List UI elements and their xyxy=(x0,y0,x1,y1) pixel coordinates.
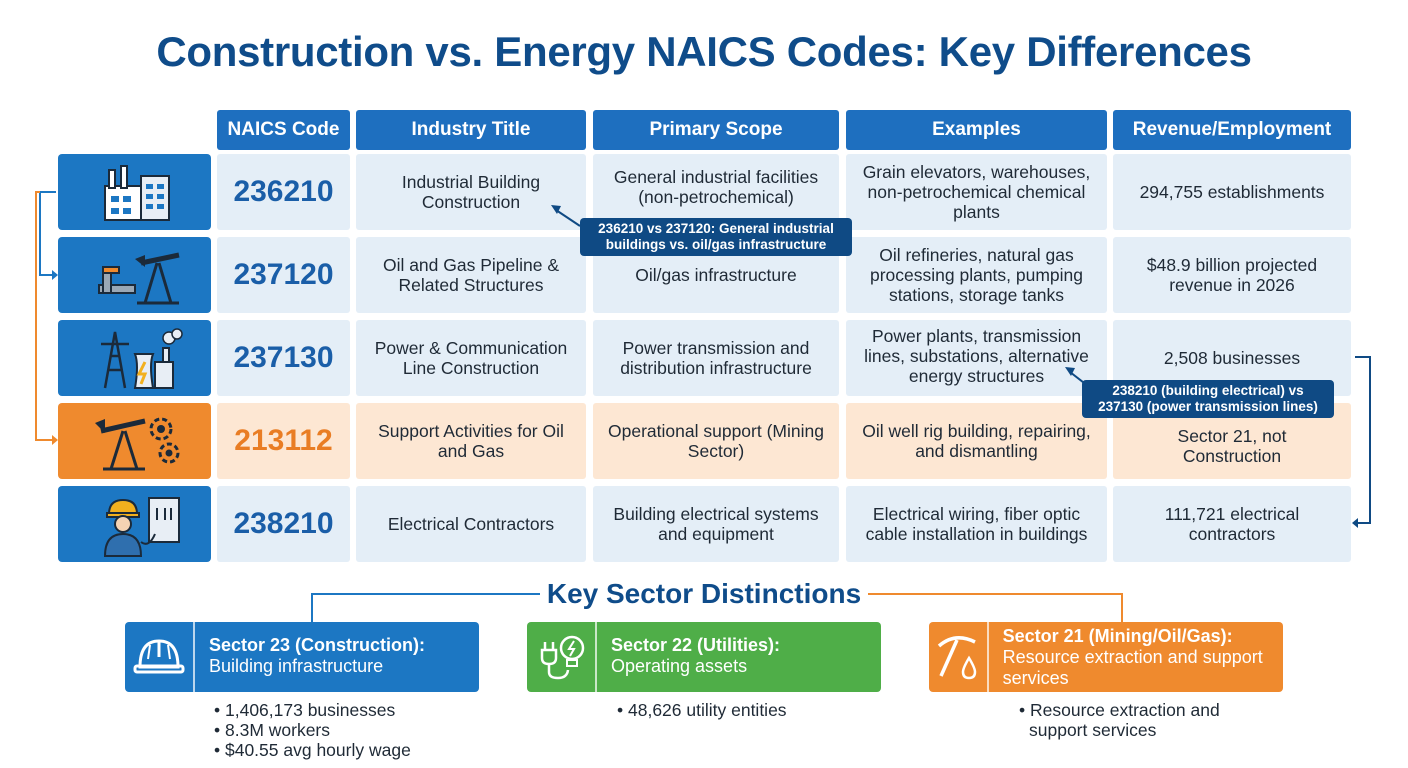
revenue-cell: $48.9 billion projected revenue in 2026 xyxy=(1113,237,1351,313)
primary-scope-cell: General industrial facilities (non-petrochemical) xyxy=(593,154,839,230)
sector-21-card xyxy=(929,622,1283,692)
callout-238210-vs-237130: 238210 (building electrical) vs 237130 (power transmission lines) xyxy=(1082,380,1334,418)
bullet-item: • 1,406,173 businesses xyxy=(214,700,396,720)
header-examples: Examples xyxy=(846,110,1107,150)
bullet-item: support services xyxy=(1029,720,1157,740)
callout-236210-vs-237120: 236210 vs 237120: General industrial buildings vs. oil/gas infrastructure xyxy=(580,218,852,256)
examples-cell: Power plants, transmission lines, substations, alternative energy structures xyxy=(846,320,1107,396)
bullet-item: • $40.55 avg hourly wage xyxy=(214,740,411,760)
header-primary-scope: Primary Scope xyxy=(593,110,839,150)
industry-title-cell: Oil and Gas Pipeline & Related Structures xyxy=(356,237,586,313)
card-heading: Sector 21 (Mining/Oil/Gas): xyxy=(1002,626,1233,646)
section-title: Key Sector Distinctions xyxy=(546,578,862,609)
industry-title-cell: Electrical Contractors xyxy=(356,486,586,562)
industry-title-cell: Industrial Building Construction xyxy=(356,154,586,230)
naics-code-cell: 213112 xyxy=(217,403,350,479)
naics-code-cell: 237130 xyxy=(217,320,350,396)
industry-title-cell: Support Activities for Oil and Gas xyxy=(356,403,586,479)
primary-scope-cell: Building electrical systems and equipment xyxy=(593,486,839,562)
sector-23-bullets xyxy=(214,700,411,760)
primary-scope-cell: Power transmission and distribution infrastructure xyxy=(593,320,839,396)
bullet-item: • 8.3M workers xyxy=(214,720,331,740)
bullet-item: • 48,626 utility entities xyxy=(617,700,787,720)
header-industry-title: Industry Title xyxy=(356,110,586,150)
header-naics-code: NAICS Code xyxy=(217,110,350,150)
examples-cell: Electrical wiring, fiber optic cable installation in buildings xyxy=(846,486,1107,562)
header-revenue-employment: Revenue/Employment xyxy=(1113,110,1351,150)
plug-bulb-icon xyxy=(527,622,597,692)
page-title: Construction vs. Energy NAICS Codes: Key Differences xyxy=(156,28,1252,75)
revenue-cell: Sector 21, not Construction xyxy=(1113,403,1351,479)
naics-code-cell: 237120 xyxy=(217,237,350,313)
card-heading: Sector 23 (Construction): xyxy=(209,635,426,655)
revenue-cell: 2,508 businesses xyxy=(1113,320,1351,396)
sector-21-bullets xyxy=(1019,700,1220,740)
sector-23-card xyxy=(125,622,479,692)
hard-hat-icon xyxy=(125,622,195,692)
card-subheading: Operating assets xyxy=(611,656,748,676)
sector-22-bullets xyxy=(617,700,787,720)
revenue-cell: 294,755 establishments xyxy=(1113,154,1351,230)
revenue-cell: 111,721 electrical contractors xyxy=(1113,486,1351,562)
naics-code-cell: 238210 xyxy=(217,486,350,562)
examples-cell: Oil well rig building, repairing, and dismantling xyxy=(846,403,1107,479)
sector-22-card xyxy=(527,622,881,692)
naics-code-cell: 236210 xyxy=(217,154,350,230)
examples-cell: Oil refineries, natural gas processing plants, pumping stations, storage tanks xyxy=(846,237,1107,313)
industry-title-cell: Power & Communication Line Construction xyxy=(356,320,586,396)
examples-cell: Grain elevators, warehouses, non-petrochemical chemical plants xyxy=(846,154,1107,230)
card-subheading: Resource extraction and support services xyxy=(1002,647,1263,688)
primary-scope-cell: Operational support (Mining Sector) xyxy=(593,403,839,479)
bullet-item: • Resource extraction and xyxy=(1019,700,1220,720)
card-heading: Sector 22 (Utilities): xyxy=(611,635,781,655)
card-subheading: Building infrastructure xyxy=(209,656,384,676)
primary-scope-cell: Oil/gas infrastructure xyxy=(593,237,839,313)
pickaxe-drop-icon xyxy=(929,622,989,692)
